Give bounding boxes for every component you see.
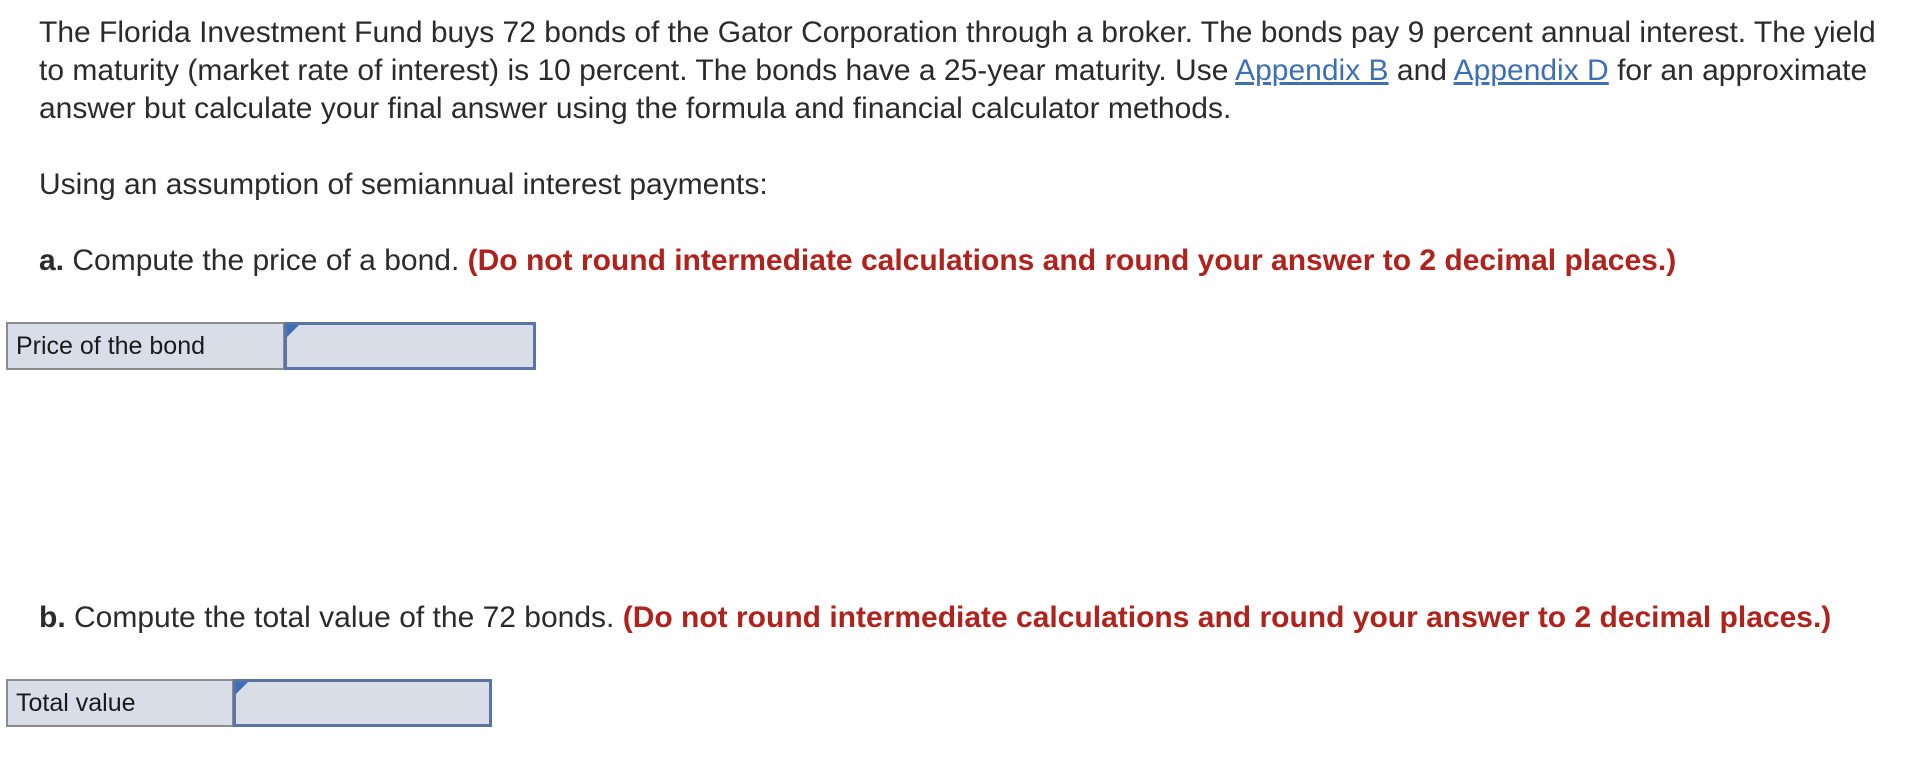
appendix-b-link[interactable]: Appendix B [1235, 54, 1389, 87]
appendix-d-link[interactable]: Appendix D [1453, 54, 1609, 87]
assumption-text: Using an assumption of semiannual interest payments: [39, 168, 768, 201]
answer-row-b [6, 679, 492, 727]
question-b-text: Compute the total value of the 72 bonds. [65, 601, 623, 634]
price-of-bond-label: Price of the bond [6, 322, 285, 370]
question-a-letter: a. [39, 244, 65, 277]
input-flag-icon [287, 325, 299, 337]
question-a [39, 242, 1899, 280]
question-b [39, 599, 1831, 637]
intro-text-1: The Florida Investment Fund buys 72 bonds of the Gator Corporation through a broker. The bonds pay 9 percent annual interest. The yield to maturity (market rate of interest) is 10 percent. The bonds have a 25-year maturity. Use [39, 16, 1876, 87]
price-of-bond-cell[interactable] [284, 322, 536, 370]
answer-row-a [6, 322, 536, 370]
total-value-cell[interactable] [233, 679, 492, 727]
question-b-instruction: (Do not round intermediate calculations and round your answer to 2 decimal places.) [622, 601, 1832, 634]
problem-intro [39, 14, 1899, 128]
total-value-input[interactable] [236, 682, 489, 724]
question-a-text: Compute the price of a bond. [64, 244, 468, 277]
intro-text-2: for an approximate answer but calculate your final answer using the formula and financial calculator methods. [39, 54, 1868, 125]
input-flag-icon [236, 682, 248, 694]
question-b-letter: b. [39, 601, 66, 634]
question-a-instruction: (Do not round intermediate calculations and round your answer to 2 decimal places.) [467, 244, 1677, 277]
total-value-label: Total value [6, 679, 234, 727]
price-of-bond-input[interactable] [287, 325, 533, 367]
and-text: and [1388, 54, 1454, 87]
